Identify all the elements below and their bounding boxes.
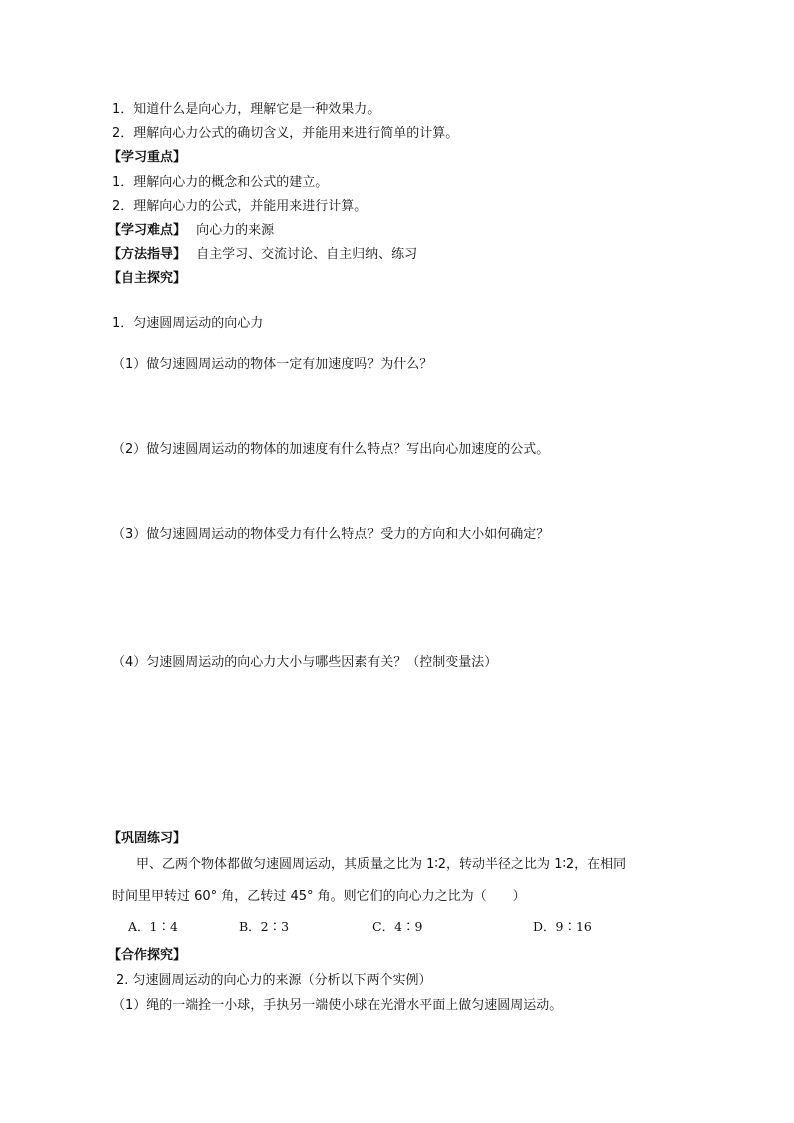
difficulty-heading: 【学习难点】 <box>108 223 187 238</box>
option-a: A．1∶4 <box>128 919 178 934</box>
difficulty-line <box>108 222 274 240</box>
difficulty-text: 向心力的来源 <box>196 223 275 238</box>
key-point-1: 1．理解向心力的概念和公式的建立。 <box>112 175 329 190</box>
cooperate-item-1: （1）绳的一端拴一小球，手执另一端使小球在光滑水平面上做匀速圆周运动。 <box>112 998 563 1013</box>
method-text: 自主学习、交流讨论、自主归纳、练习 <box>196 247 418 262</box>
method-heading: 【方法指导】 <box>108 247 187 262</box>
key-point-2: 2．理解向心力的公式，并能用来进行计算。 <box>112 199 368 214</box>
practice-line-1: 甲、乙两个物体都做匀速圆周运动，其质量之比为 1∶2，转动半径之比为 1∶2，在相同 <box>136 857 627 872</box>
practice-line-2: 时间里甲转过 60° 角，乙转过 45° 角。则它们的向心力之比为（ ） <box>112 889 526 904</box>
practice-heading: 【巩固练习】 <box>108 831 187 846</box>
option-d: D．9∶16 <box>533 919 592 934</box>
cooperate-section: 2. 匀速圆周运动的向心力的来源（分析以下两个实例） <box>116 973 432 988</box>
cooperate-heading: 【合作探究】 <box>108 948 187 963</box>
question-2: （2）做匀速圆周运动的物体的加速度有什么特点？写出向心加速度的公式。 <box>112 442 550 457</box>
key-points-heading: 【学习重点】 <box>108 150 187 165</box>
self-explore-section: 1．匀速圆周运动的向心力 <box>112 316 264 331</box>
objective-2: 2．理解向心力公式的确切含义，并能用来进行简单的计算。 <box>112 126 459 141</box>
method-line <box>108 246 417 264</box>
question-4: （4）匀速圆周运动的向心力大小与哪些因素有关？（控制变量法） <box>112 655 498 670</box>
option-b: B．2∶3 <box>239 919 290 934</box>
question-3: （3）做匀速圆周运动的物体受力有什么特点？受力的方向和大小如何确定？ <box>112 527 550 542</box>
option-c: C．4∶9 <box>372 919 423 934</box>
self-explore-heading: 【自主探究】 <box>108 271 187 286</box>
question-1: （1）做匀速圆周运动的物体一定有加速度吗？为什么？ <box>112 357 433 372</box>
objective-1: 1．知道什么是向心力，理解它是一种效果力。 <box>112 102 381 117</box>
